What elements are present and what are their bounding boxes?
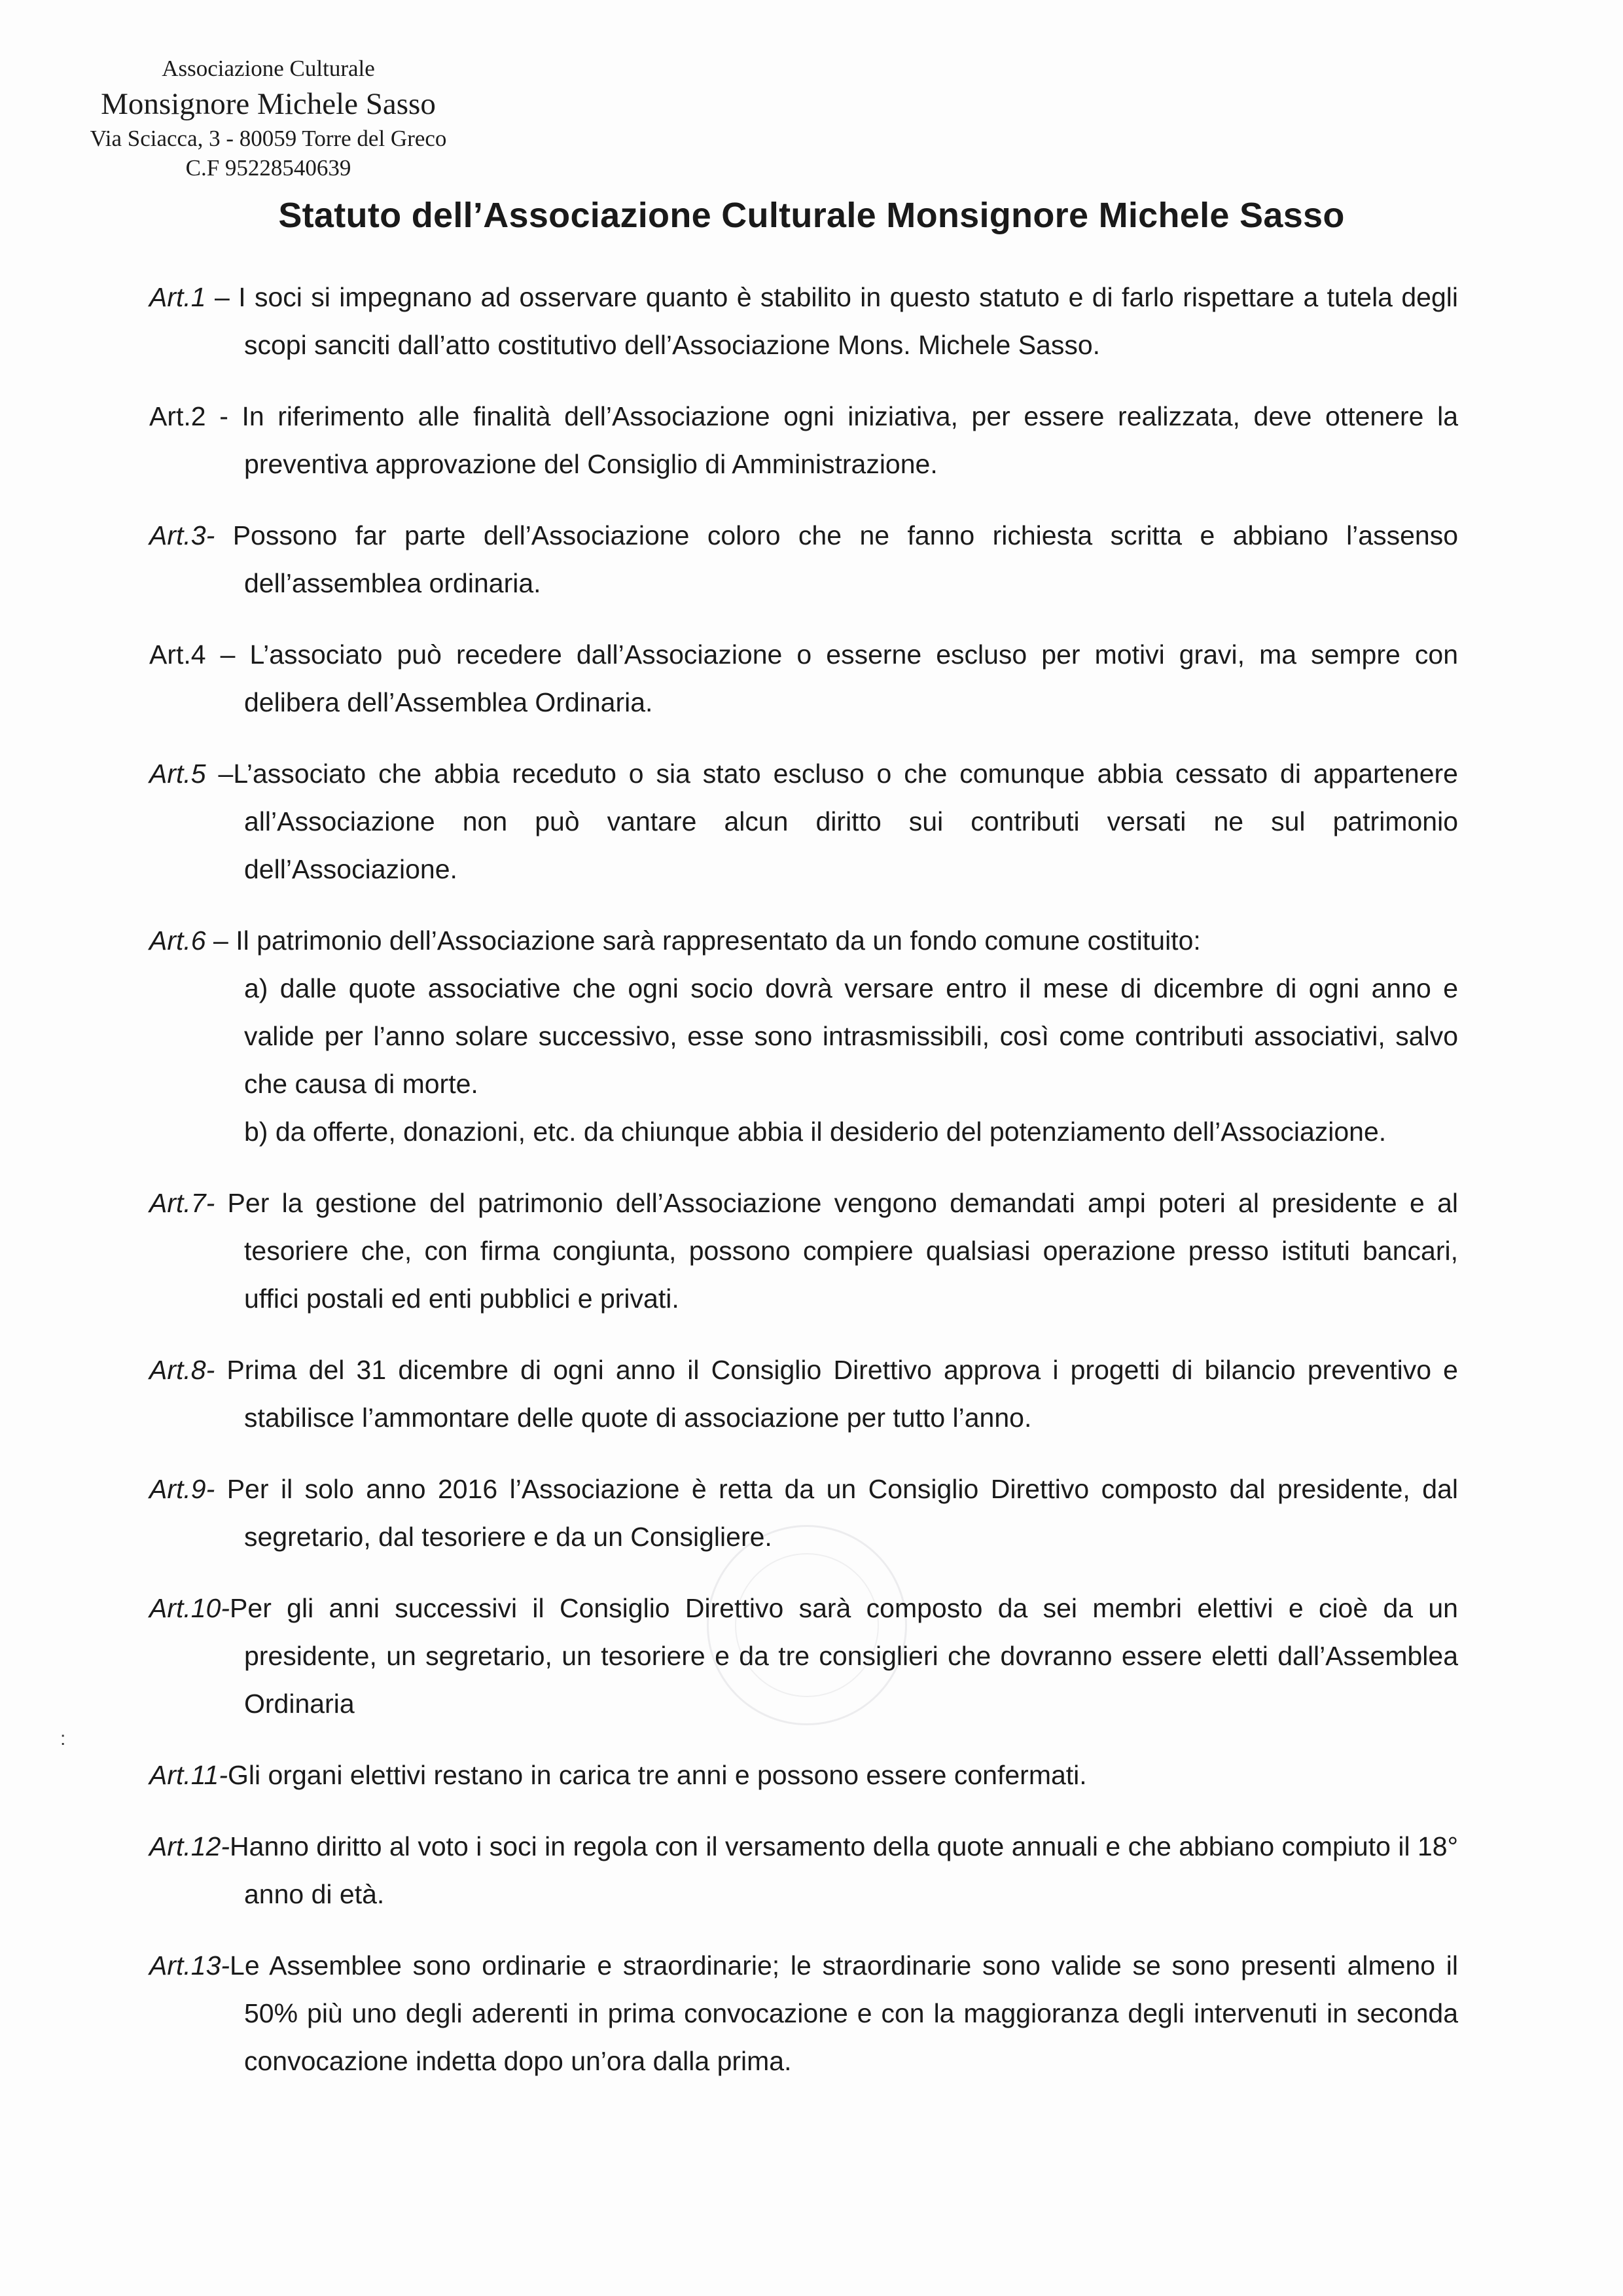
article-body bbox=[149, 1751, 1458, 1799]
article-4 bbox=[149, 631, 1458, 726]
article-body bbox=[149, 393, 1458, 488]
article-9 bbox=[149, 1465, 1458, 1561]
article-8 bbox=[149, 1346, 1458, 1442]
article-body bbox=[149, 274, 1458, 369]
margin-mark: : bbox=[60, 1728, 66, 1749]
article-separator bbox=[215, 1188, 227, 1218]
article-text: In riferimento alle finalità dell’Associazione ogni iniziativa, per essere realizzata, deve ottenere la preventiva approvazione del Consiglio di Amministrazione. bbox=[241, 401, 1458, 479]
article-text: Per gli anni successivi il Consiglio Direttivo sarà composto da sei membri elettivi e cioè da un presidente, un segretario, un tesoriere e da tre consiglieri che dovranno essere eletti dall’Assemblea Ordinaria bbox=[230, 1593, 1458, 1719]
article-separator: – bbox=[205, 759, 234, 789]
article-body bbox=[149, 631, 1458, 726]
article-label: Art.9- bbox=[149, 1474, 215, 1504]
article-1 bbox=[149, 274, 1458, 369]
article-body bbox=[149, 1585, 1458, 1728]
article-label: Art.5 bbox=[149, 759, 206, 789]
article-sub-item: a) dalle quote associative che ogni socio dovrà versare entro il mese di dicembre di ogni anno e valide per l’anno solare successivo, esse sono intrasmissibili, così come contributi associativi, salvo che causa di morte. bbox=[244, 973, 1458, 1099]
article-text: I soci si impegnano ad osservare quanto è stabilito in questo statuto e di farlo rispettare a tutela degli scopi sanciti dall’atto costitutivo dell’Associazione Mons. Michele Sasso. bbox=[238, 282, 1458, 360]
article-label: Art.13- bbox=[149, 1950, 230, 1981]
article-label: Art.12- bbox=[149, 1831, 230, 1861]
article-11 bbox=[149, 1751, 1458, 1799]
article-body bbox=[149, 917, 1458, 965]
article-separator: - bbox=[205, 401, 242, 431]
article-body bbox=[149, 1942, 1458, 2085]
article-label: Art.8- bbox=[149, 1355, 215, 1385]
article-separator: – bbox=[205, 639, 250, 670]
article-label: Art.4 bbox=[149, 639, 206, 670]
article-label: Art.7- bbox=[149, 1188, 215, 1218]
article-2 bbox=[149, 393, 1458, 488]
article-label: Art.1 bbox=[149, 282, 206, 312]
article-label: Art.10- bbox=[149, 1593, 230, 1623]
article-body bbox=[149, 750, 1458, 893]
article-10 bbox=[149, 1585, 1458, 1728]
article-13 bbox=[149, 1942, 1458, 2085]
article-3 bbox=[149, 512, 1458, 607]
article-label: Art.2 bbox=[149, 401, 206, 431]
org-name: Monsignore Michele Sasso bbox=[101, 87, 436, 121]
org-address: Via Sciacca, 3 - 80059 Torre del Greco bbox=[90, 126, 447, 151]
article-text: Per il solo anno 2016 l’Associazione è retta da un Consiglio Direttivo composto dal presidente, dal segretario, dal tesoriere e da un Consigliere. bbox=[226, 1474, 1458, 1552]
article-body bbox=[149, 1346, 1458, 1442]
article-text: Le Assemblee sono ordinarie e straordinarie; le straordinarie sono valide se sono presenti almeno il 50% più uno degli aderenti in prima convocazione e con la maggioranza degli intervenuti in seconda convocazione indetta dopo un’ora dalla prima. bbox=[230, 1950, 1458, 2076]
org-type: Associazione Culturale bbox=[162, 56, 375, 81]
org-tax-code: C.F 95228540639 bbox=[185, 155, 351, 181]
article-separator: – bbox=[205, 925, 236, 956]
article-body bbox=[149, 1179, 1458, 1323]
article-body bbox=[149, 1465, 1458, 1561]
article-separator bbox=[215, 1474, 226, 1504]
article-text: Per la gestione del patrimonio dell’Associazione vengono demandati ampi poteri al presidente e al tesoriere che, con firma congiunta, possono compiere qualsiasi operazione presso istituti bancari, uffici postali ed enti pubblici e privati. bbox=[227, 1188, 1458, 1314]
article-label: Art.3- bbox=[149, 520, 215, 550]
article-text: Hanno diritto al voto i soci in regola con il versamento della quote annuali e che abbiano compiuto il 18° anno di età. bbox=[230, 1831, 1458, 1909]
letterhead bbox=[85, 54, 452, 183]
article-text: Gli organi elettivi restano in carica tre anni e possono essere confermati. bbox=[228, 1760, 1087, 1790]
article-7 bbox=[149, 1179, 1458, 1323]
article-12 bbox=[149, 1823, 1458, 1918]
article-text: Il patrimonio dell’Associazione sarà rappresentato da un fondo comune costituito: bbox=[236, 925, 1201, 956]
article-6 bbox=[149, 917, 1458, 1156]
document-title: Statuto dell’Associazione Culturale Monsignore Michele Sasso bbox=[278, 196, 1345, 235]
articles-list bbox=[149, 274, 1458, 2109]
article-5 bbox=[149, 750, 1458, 893]
article-label: Art.6 bbox=[149, 925, 206, 956]
article-body bbox=[149, 512, 1458, 607]
article-sub-item: b) da offerte, donazioni, etc. da chiunque abbia il desiderio del potenziamento dell’Associazione. bbox=[244, 1117, 1387, 1147]
article-separator bbox=[215, 1355, 226, 1385]
article-body bbox=[149, 1823, 1458, 1918]
article-text: L’associato che abbia receduto o sia stato escluso o che comunque abbia cessato di appartenere all’Associazione non può vantare alcun diritto sui contributi versati ne sul patrimonio dell’Associazione. bbox=[233, 759, 1458, 884]
article-separator bbox=[215, 520, 232, 550]
article-text: Prima del 31 dicembre di ogni anno il Consiglio Direttivo approva i progetti di bilancio preventivo e stabilisce l’ammontare delle quote di associazione per tutto l’anno. bbox=[226, 1355, 1458, 1433]
article-text: L’associato può recedere dall’Associazione o esserne escluso per motivi gravi, ma sempre con delibera dell’Assemblea Ordinaria. bbox=[244, 639, 1458, 717]
article-separator: – bbox=[205, 282, 239, 312]
article-text: Possono far parte dell’Associazione coloro che ne fanno richiesta scritta e abbiano l’assenso dell’assemblea ordinaria. bbox=[232, 520, 1458, 598]
article-label: Art.11- bbox=[149, 1760, 228, 1790]
